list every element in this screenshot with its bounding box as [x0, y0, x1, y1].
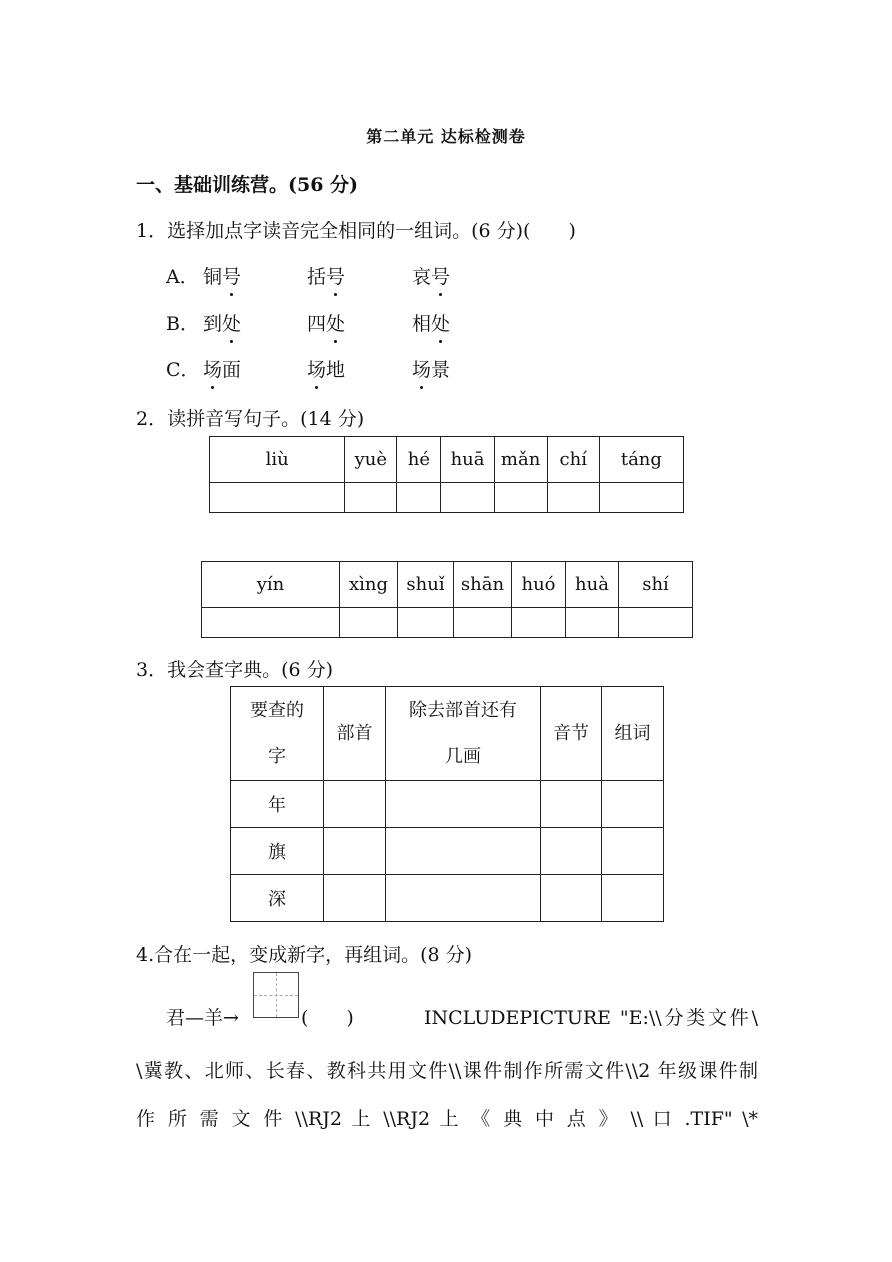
word-char: 铜 — [203, 266, 223, 288]
option-word — [412, 355, 450, 382]
answer-cell[interactable] — [345, 483, 397, 513]
answer-cell[interactable] — [619, 608, 693, 638]
question-2-stem: 2．读拼音写句子。(14 分) — [136, 408, 365, 430]
option-word — [307, 309, 345, 336]
word-char: 到 — [203, 313, 223, 335]
dict-header-cell — [386, 687, 541, 781]
pinyin-cell: yín — [202, 562, 340, 608]
answer-cell[interactable] — [541, 828, 602, 875]
dotted-char: 处 — [326, 309, 345, 336]
header-line: 几画 — [445, 745, 481, 767]
word-char: 括 — [307, 266, 327, 288]
dotted-char: 处 — [431, 309, 450, 336]
dict-header-cell — [231, 687, 324, 781]
option-word — [203, 309, 241, 336]
answer-cell[interactable] — [512, 608, 566, 638]
word-char: 景 — [431, 359, 451, 381]
char-combine-formula: 君—羊→ — [166, 1007, 239, 1029]
option-letter[interactable]: C． — [166, 359, 200, 381]
answer-char-box[interactable] — [253, 972, 299, 1018]
answer-cell[interactable] — [602, 828, 664, 875]
lookup-char: 深 — [231, 875, 324, 922]
answer-cell[interactable] — [541, 781, 602, 828]
pinyin-cell: huó — [512, 562, 566, 608]
option-letter[interactable]: B． — [166, 313, 199, 335]
pinyin-table-2 — [201, 561, 693, 638]
word-char: 面 — [222, 359, 242, 381]
option-word — [412, 262, 450, 289]
word-char: 相 — [412, 313, 432, 335]
answer-cell[interactable] — [324, 875, 386, 922]
answer-cell[interactable] — [340, 608, 398, 638]
dotted-char: 场 — [307, 355, 326, 382]
header-line: 要查的 — [250, 699, 304, 721]
option-word — [412, 309, 450, 336]
lookup-char: 年 — [231, 781, 324, 828]
answer-cell[interactable] — [386, 781, 541, 828]
dotted-char: 号 — [222, 262, 241, 289]
pinyin-cell: mǎn — [494, 437, 547, 483]
pinyin-cell: hé — [397, 437, 441, 483]
answer-cell[interactable] — [324, 828, 386, 875]
pinyin-cell: shān — [454, 562, 512, 608]
dotted-char: 号 — [431, 262, 450, 289]
answer-cell[interactable] — [398, 608, 454, 638]
answer-cell[interactable] — [599, 483, 683, 513]
page-title: 第二单元 达标检测卷 — [366, 127, 526, 146]
lookup-char: 旗 — [231, 828, 324, 875]
header-line: 部首 — [336, 722, 373, 744]
dict-header-cell — [602, 687, 664, 781]
dotted-char: 场 — [412, 355, 431, 382]
word-char: 四 — [307, 313, 327, 335]
header-line: 音节 — [553, 722, 589, 744]
pinyin-cell: yuè — [345, 437, 397, 483]
option-word — [307, 262, 345, 289]
answer-cell[interactable] — [494, 483, 547, 513]
option-word — [203, 355, 241, 382]
dotted-char: 场 — [203, 355, 222, 382]
answer-cell[interactable] — [386, 828, 541, 875]
pinyin-cell: xìng — [340, 562, 398, 608]
answer-paren: ( ) — [301, 1007, 354, 1029]
dictionary-table — [230, 686, 664, 922]
header-line: 组词 — [614, 722, 651, 744]
answer-cell[interactable] — [602, 781, 664, 828]
pinyin-cell: shuǐ — [398, 562, 454, 608]
answer-cell[interactable] — [566, 608, 619, 638]
dict-header-cell — [324, 687, 386, 781]
word-char: 哀 — [412, 266, 432, 288]
header-line: 字 — [268, 745, 286, 767]
answer-cell[interactable] — [324, 781, 386, 828]
pinyin-cell: liù — [210, 437, 345, 483]
pinyin-cell: shí — [619, 562, 693, 608]
field-code-line-3: 作 所 需 文 件 \\RJ2 上 \\RJ2 上 《 典 中 点 》 \\ 口 .TIF" \* — [136, 1108, 758, 1130]
dict-header-cell — [541, 687, 602, 781]
dotted-char: 号 — [326, 262, 345, 289]
answer-cell[interactable] — [210, 483, 345, 513]
answer-cell[interactable] — [397, 483, 441, 513]
question-4-stem: 4.合在一起，变成新字，再组词。(8 分) — [136, 944, 473, 966]
option-letter[interactable]: A． — [166, 266, 199, 288]
question-3-stem: 3．我会查字典。(6 分) — [136, 659, 334, 681]
answer-cell[interactable] — [541, 875, 602, 922]
pinyin-cell: chí — [547, 437, 599, 483]
table-row — [231, 828, 664, 875]
pinyin-cell: huā — [441, 437, 494, 483]
option-word — [203, 262, 241, 289]
table-row — [231, 781, 664, 828]
dotted-char: 处 — [222, 309, 241, 336]
pinyin-cell: huà — [566, 562, 619, 608]
answer-cell[interactable] — [386, 875, 541, 922]
question-1-stem: 1．选择加点字读音完全相同的一组词。(6 分)( ) — [136, 220, 576, 242]
field-code-line-1: INCLUDEPICTURE "E:\\分类文件\ — [424, 1007, 758, 1029]
answer-cell[interactable] — [602, 875, 664, 922]
field-code-line-2: \冀教、北师、长春、教科共用文件\\课件制作所需文件\\2 年级课件制 — [136, 1060, 758, 1082]
pinyin-cell: táng — [599, 437, 683, 483]
option-word — [307, 355, 345, 382]
answer-cell[interactable] — [547, 483, 599, 513]
table-row — [231, 875, 664, 922]
answer-cell[interactable] — [454, 608, 512, 638]
answer-cell[interactable] — [202, 608, 340, 638]
section-heading: 一、基础训练营。(56 分) — [136, 174, 359, 196]
word-char: 地 — [326, 359, 346, 381]
header-line: 除去部首还有 — [409, 699, 517, 721]
pinyin-table-1 — [209, 436, 684, 513]
answer-cell[interactable] — [441, 483, 494, 513]
